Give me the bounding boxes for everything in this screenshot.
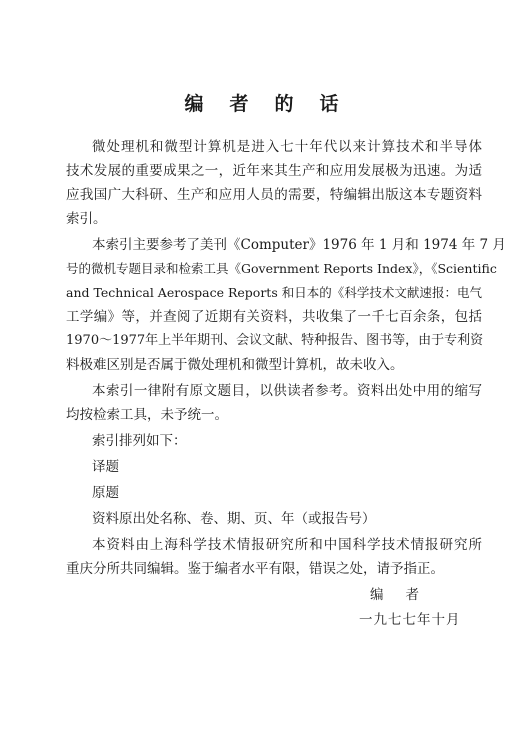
paragraph-3-line-1: 本索引一律附有原文题目，以供读者参考。资料出处中用的缩写: [92, 383, 482, 399]
paragraph-2-line-6: 料极难区别是否属于微处理机和微型计算机，故未收入。: [66, 357, 404, 373]
paragraph-3-line-2: 均按检索工具，未予统一。: [66, 407, 228, 423]
paragraph-1-line-4: 索引。: [66, 211, 107, 227]
paragraph-2-line-4: 工学编》等，并查阅了近期有关资料，共收集了一千七百余条，包括: [66, 309, 482, 325]
signature-editor: 编者: [370, 587, 441, 603]
index-arrangement-heading: 索引排列如下：: [92, 433, 187, 449]
paragraph-2-line-3: and Technical Aerospace Reports 和日本的《科学技术文献速报：电气: [66, 285, 482, 300]
paragraph-2-line-2: 号的微机专题目录和检索工具《Government Reports Index》，《Scientific: [66, 261, 497, 276]
paragraph-1-line-2: 技术发展的重要成果之一，近年来其生产和应用发展极为迅速。为适: [66, 163, 482, 179]
paragraph-2-line-5: 1970～1977年上半年期刊、会议文献、特种报告、图书等，由于专利资: [66, 333, 484, 348]
paragraph-5-line-2: 重庆分所共同编辑。鉴于编者水平有限，错误之处，请予指正。: [66, 561, 444, 577]
signature-date: 一九七七年十月: [359, 612, 461, 628]
paragraph-1-line-3: 应我国广大科研、生产和应用人员的需要，特编辑出版这本专题资料: [66, 187, 482, 203]
paragraph-1-line-1: 微处理机和微型计算机是进入七十年代以来计算技术和半导体: [92, 139, 482, 155]
index-item-original-title: 原题: [92, 485, 119, 501]
page-title: 编者的话: [184, 93, 365, 115]
paragraph-2-line-1: 本索引主要参考了美刊《Computer》1976 年 1 月和 1974 年 7 月: [92, 237, 506, 253]
index-item-translated-title: 译题: [92, 459, 119, 475]
index-item-source: 资料原出处名称、卷、期、页、年（或报告号）: [92, 511, 376, 527]
paragraph-5-line-1: 本资料由上海科学技术情报研究所和中国科学技术情报研究所: [92, 537, 482, 553]
